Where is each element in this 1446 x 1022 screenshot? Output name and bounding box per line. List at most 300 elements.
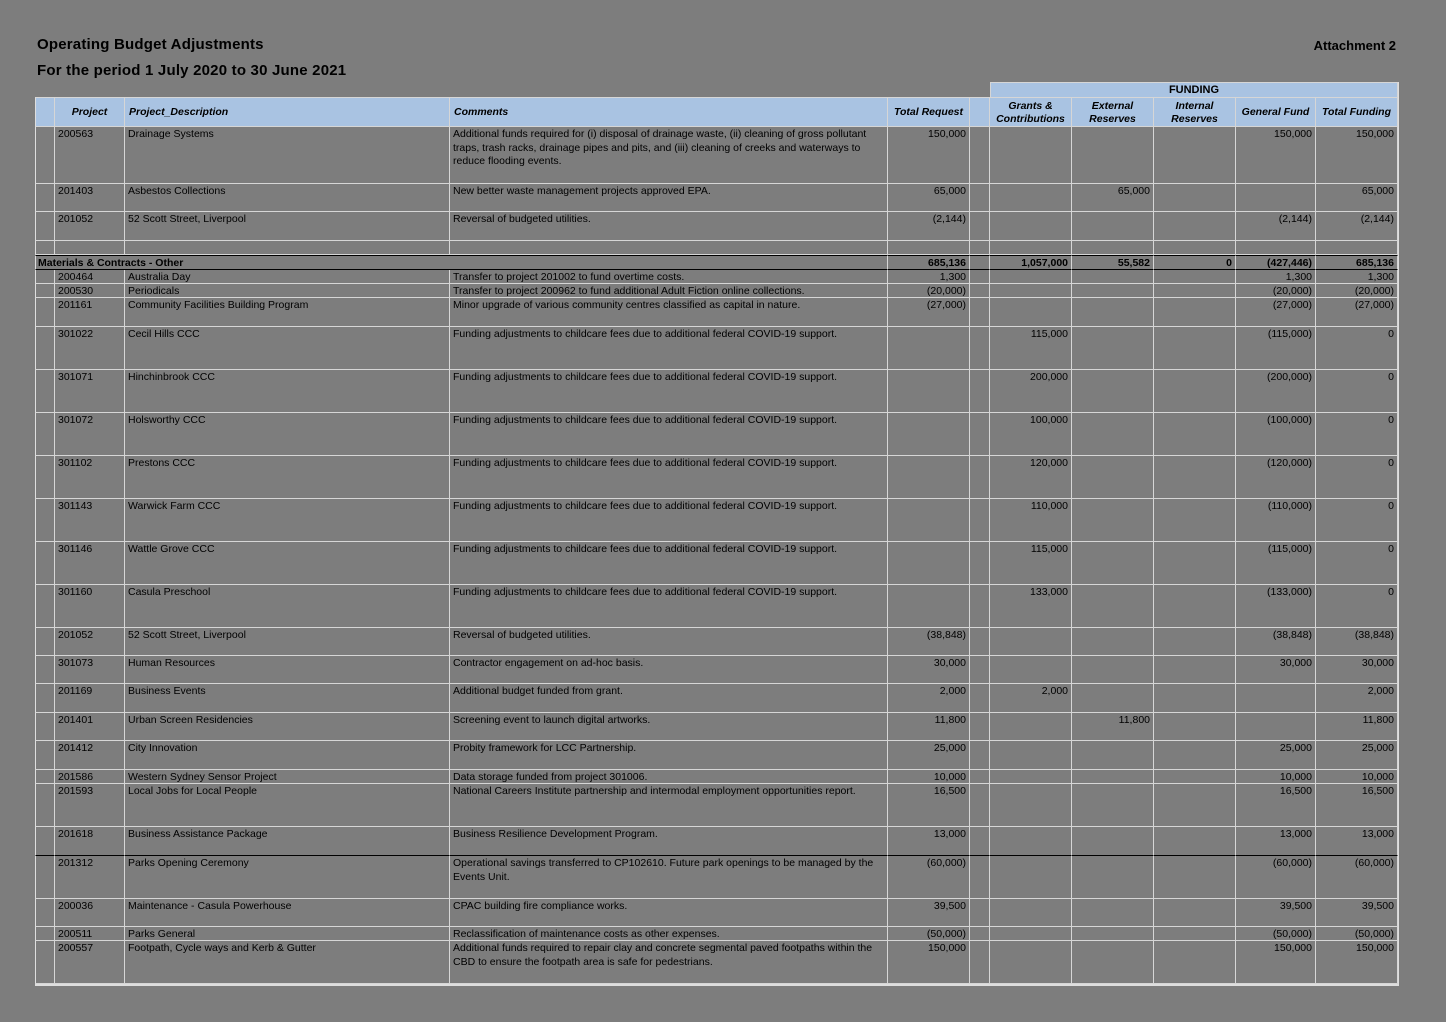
- description-cell: Holsworthy CCC: [125, 413, 450, 456]
- table-row: [35, 713, 1398, 741]
- row-spacer-cell: [35, 827, 55, 856]
- grants-cell: [990, 713, 1072, 741]
- total-request-cell: (38,848): [888, 628, 970, 656]
- grants-cell: 1,057,000: [990, 255, 1072, 270]
- project-cell: 201052: [55, 212, 125, 241]
- spacer-cell: [970, 327, 990, 370]
- spacer-cell: [970, 212, 990, 241]
- general-fund-cell: 10,000: [1236, 770, 1316, 784]
- grants-cell: [990, 927, 1072, 941]
- comments-cell: Funding adjustments to childcare fees due to additional federal COVID-19 support.: [450, 499, 888, 542]
- table-row: [35, 941, 1398, 984]
- external-reserves-cell: [1072, 127, 1154, 184]
- external-reserves-cell: 11,800: [1072, 713, 1154, 741]
- comments-cell: Probity framework for LCC Partnership.: [450, 741, 888, 770]
- spacer-cell: [970, 770, 990, 784]
- blank-cell: [125, 241, 450, 255]
- grants-cell: [990, 284, 1072, 298]
- spacer-cell: [970, 684, 990, 713]
- internal-reserves-cell: [1154, 370, 1236, 413]
- total-funding-cell: 16,500: [1316, 784, 1398, 827]
- row-spacer-cell: [35, 127, 55, 184]
- spacer-cell: [970, 856, 990, 899]
- total-request-cell: 39,500: [888, 899, 970, 927]
- description-cell: Australia Day: [125, 270, 450, 284]
- spacer-cell: [970, 499, 990, 542]
- internal-reserves-cell: [1154, 899, 1236, 927]
- total-funding-cell: (38,848): [1316, 628, 1398, 656]
- external-reserves-cell: [1072, 784, 1154, 827]
- spacer-cell: [970, 370, 990, 413]
- external-reserves-cell: 65,000: [1072, 184, 1154, 212]
- blank-row: [35, 241, 1398, 255]
- total-funding-cell: 30,000: [1316, 656, 1398, 684]
- internal-reserves-cell: [1154, 927, 1236, 941]
- description-cell: Drainage Systems: [125, 127, 450, 184]
- project-cell: 301146: [55, 542, 125, 585]
- spacer-cell: [970, 585, 990, 628]
- project-cell: 301022: [55, 327, 125, 370]
- row-spacer-cell: [35, 499, 55, 542]
- total-request-cell: (27,000): [888, 298, 970, 327]
- comments-cell: Reversal of budgeted utilities.: [450, 212, 888, 241]
- general-fund-cell: 1,300: [1236, 270, 1316, 284]
- description-cell: Footpath, Cycle ways and Kerb & Gutter: [125, 941, 450, 984]
- project-cell: 201312: [55, 856, 125, 899]
- row-spacer-cell: [35, 927, 55, 941]
- project-cell: 301143: [55, 499, 125, 542]
- table-row: [35, 413, 1398, 456]
- total-funding-cell: 0: [1316, 499, 1398, 542]
- description-cell: Casula Preschool: [125, 585, 450, 628]
- description-cell: Human Resources: [125, 656, 450, 684]
- internal-reserves-cell: [1154, 741, 1236, 770]
- total-funding-cell: 25,000: [1316, 741, 1398, 770]
- total-funding-cell: (60,000): [1316, 856, 1398, 899]
- table-row: [35, 827, 1398, 856]
- comments-cell: CPAC building fire compliance works.: [450, 899, 888, 927]
- comments-cell: Funding adjustments to childcare fees due to additional federal COVID-19 support.: [450, 456, 888, 499]
- general-fund-cell: (50,000): [1236, 927, 1316, 941]
- comments-cell: Additional funds required for (i) disposal of drainage waste, (ii) cleaning of gross pollutant traps, trash racks, drainage pipes and pits, and (iii) cleaning of creeks and waterways to reduce flooding events.: [450, 127, 888, 184]
- spacer-cell: [970, 741, 990, 770]
- total-request-cell: 150,000: [888, 941, 970, 984]
- description-cell: Business Events: [125, 684, 450, 713]
- total-request-cell: 25,000: [888, 741, 970, 770]
- table-row: [35, 927, 1398, 941]
- spacer-cell: [970, 656, 990, 684]
- grants-cell: [990, 127, 1072, 184]
- project-cell: 301072: [55, 413, 125, 456]
- internal-reserves-cell: [1154, 827, 1236, 856]
- internal-reserves-cell: [1154, 585, 1236, 628]
- project-cell: 201403: [55, 184, 125, 212]
- general-fund-cell: (60,000): [1236, 856, 1316, 899]
- row-spacer-cell: [35, 941, 55, 984]
- general-fund-cell: 13,000: [1236, 827, 1316, 856]
- general-fund-cell: (27,000): [1236, 298, 1316, 327]
- project-cell: 201169: [55, 684, 125, 713]
- total-request-cell: (60,000): [888, 856, 970, 899]
- total-request-cell: (50,000): [888, 927, 970, 941]
- comments-cell: Funding adjustments to childcare fees due to additional federal COVID-19 support.: [450, 585, 888, 628]
- comments-cell: Data storage funded from project 301006.: [450, 770, 888, 784]
- row-spacer-cell: [35, 585, 55, 628]
- comments-cell: Additional funds required to repair clay and concrete segmental paved footpaths within the CBD to ensure the footpath area is safe for pedestrians.: [450, 941, 888, 984]
- header-total-funding: Total Funding: [1316, 97, 1398, 127]
- row-spacer-cell: [35, 770, 55, 784]
- project-cell: 200036: [55, 899, 125, 927]
- comments-cell: Contractor engagement on ad-hoc basis.: [450, 656, 888, 684]
- row-spacer-cell: [35, 784, 55, 827]
- internal-reserves-cell: [1154, 499, 1236, 542]
- internal-reserves-cell: [1154, 298, 1236, 327]
- description-cell: Parks General: [125, 927, 450, 941]
- description-cell: Asbestos Collections: [125, 184, 450, 212]
- header-comments: Comments: [450, 97, 888, 127]
- grants-cell: 100,000: [990, 413, 1072, 456]
- table-row: [35, 770, 1398, 784]
- description-cell: 52 Scott Street, Liverpool: [125, 628, 450, 656]
- total-funding-cell: 1,300: [1316, 270, 1398, 284]
- grants-cell: 2,000: [990, 684, 1072, 713]
- blank-cell: [55, 241, 125, 255]
- internal-reserves-cell: [1154, 628, 1236, 656]
- description-cell: Hinchinbrook CCC: [125, 370, 450, 413]
- description-cell: Maintenance - Casula Powerhouse: [125, 899, 450, 927]
- internal-reserves-cell: [1154, 413, 1236, 456]
- internal-reserves-cell: [1154, 656, 1236, 684]
- description-cell: Prestons CCC: [125, 456, 450, 499]
- general-fund-cell: 150,000: [1236, 941, 1316, 984]
- total-request-cell: [888, 413, 970, 456]
- comments-cell: New better waste management projects approved EPA.: [450, 184, 888, 212]
- spacer-cell: [970, 927, 990, 941]
- table-row: [35, 656, 1398, 684]
- comments-cell: Operational savings transferred to CP102610. Future park openings to be managed by the Events Unit.: [450, 856, 888, 899]
- row-spacer-cell: [35, 713, 55, 741]
- spacer-cell: [970, 542, 990, 585]
- internal-reserves-cell: [1154, 270, 1236, 284]
- external-reserves-cell: [1072, 628, 1154, 656]
- grants-cell: [990, 741, 1072, 770]
- table-row: [35, 741, 1398, 770]
- blank-cell: [1316, 241, 1398, 255]
- external-reserves-cell: [1072, 941, 1154, 984]
- grants-cell: [990, 899, 1072, 927]
- description-cell: 52 Scott Street, Liverpool: [125, 212, 450, 241]
- project-cell: 200530: [55, 284, 125, 298]
- project-cell: 201161: [55, 298, 125, 327]
- total-funding-cell: 150,000: [1316, 127, 1398, 184]
- funding-band-spacer: [35, 82, 990, 97]
- description-cell: Community Facilities Building Program: [125, 298, 450, 327]
- total-funding-cell: (27,000): [1316, 298, 1398, 327]
- description-cell: Parks Opening Ceremony: [125, 856, 450, 899]
- external-reserves-cell: [1072, 298, 1154, 327]
- header-general-fund: General Fund: [1236, 97, 1316, 127]
- total-funding-cell: (2,144): [1316, 212, 1398, 241]
- table-bottom-border: [35, 984, 1398, 986]
- description-cell: Local Jobs for Local People: [125, 784, 450, 827]
- total-request-cell: 30,000: [888, 656, 970, 684]
- comments-cell: Funding adjustments to childcare fees due to additional federal COVID-19 support.: [450, 370, 888, 413]
- total-funding-cell: 0: [1316, 413, 1398, 456]
- spacer-cell: [970, 713, 990, 741]
- row-spacer-cell: [35, 298, 55, 327]
- row-spacer-cell: [35, 542, 55, 585]
- comments-cell: Funding adjustments to childcare fees due to additional federal COVID-19 support.: [450, 542, 888, 585]
- spacer-cell: [970, 184, 990, 212]
- table-row: [35, 127, 1398, 184]
- comments-cell: Minor upgrade of various community centres classified as capital in nature.: [450, 298, 888, 327]
- blank-cell: [35, 241, 55, 255]
- total-request-cell: (2,144): [888, 212, 970, 241]
- spacer-cell: [970, 827, 990, 856]
- comments-cell: Reversal of budgeted utilities.: [450, 628, 888, 656]
- internal-reserves-cell: [1154, 212, 1236, 241]
- row-spacer-cell: [35, 899, 55, 927]
- blank-cell: [450, 241, 888, 255]
- general-fund-cell: (200,000): [1236, 370, 1316, 413]
- internal-reserves-cell: [1154, 127, 1236, 184]
- page-subtitle: For the period 1 July 2020 to 30 June 2021: [37, 62, 347, 79]
- internal-reserves-cell: [1154, 684, 1236, 713]
- external-reserves-cell: [1072, 827, 1154, 856]
- description-cell: Business Assistance Package: [125, 827, 450, 856]
- project-cell: 201586: [55, 770, 125, 784]
- general-fund-cell: (2,144): [1236, 212, 1316, 241]
- general-fund-cell: [1236, 713, 1316, 741]
- header-spacer-mid: [970, 97, 990, 127]
- external-reserves-cell: [1072, 585, 1154, 628]
- comments-cell: Screening event to launch digital artworks.: [450, 713, 888, 741]
- general-fund-cell: 16,500: [1236, 784, 1316, 827]
- spacer-cell: [970, 127, 990, 184]
- table-row: [35, 370, 1398, 413]
- project-cell: 301102: [55, 456, 125, 499]
- total-request-cell: [888, 456, 970, 499]
- total-funding-cell: 685,136: [1316, 255, 1398, 270]
- table-row: [35, 499, 1398, 542]
- attachment-label: Attachment 2: [1313, 38, 1396, 53]
- section-label-cell: Materials & Contracts - Other: [35, 255, 888, 270]
- general-fund-cell: 25,000: [1236, 741, 1316, 770]
- project-cell: 201618: [55, 827, 125, 856]
- description-cell: Periodicals: [125, 284, 450, 298]
- general-fund-cell: 39,500: [1236, 899, 1316, 927]
- total-request-cell: 16,500: [888, 784, 970, 827]
- grants-cell: 115,000: [990, 542, 1072, 585]
- external-reserves-cell: 55,582: [1072, 255, 1154, 270]
- total-funding-cell: 0: [1316, 370, 1398, 413]
- description-cell: Wattle Grove CCC: [125, 542, 450, 585]
- total-request-cell: 11,800: [888, 713, 970, 741]
- total-funding-cell: 10,000: [1316, 770, 1398, 784]
- comments-cell: Transfer to project 200962 to fund additional Adult Fiction online collections.: [450, 284, 888, 298]
- row-spacer-cell: [35, 370, 55, 413]
- total-funding-cell: 2,000: [1316, 684, 1398, 713]
- row-spacer-cell: [35, 456, 55, 499]
- blank-cell: [1154, 241, 1236, 255]
- external-reserves-cell: [1072, 927, 1154, 941]
- external-reserves-cell: [1072, 456, 1154, 499]
- grants-cell: [990, 628, 1072, 656]
- spacer-cell: [970, 784, 990, 827]
- general-fund-cell: (115,000): [1236, 327, 1316, 370]
- total-request-cell: 150,000: [888, 127, 970, 184]
- table-row: [35, 270, 1398, 284]
- spacer-cell: [970, 413, 990, 456]
- table-row: [35, 542, 1398, 585]
- table-row: [35, 856, 1398, 899]
- project-cell: 201052: [55, 628, 125, 656]
- table-row: [35, 899, 1398, 927]
- header-project: Project: [55, 97, 125, 127]
- blank-cell: [990, 241, 1072, 255]
- budget-table: [35, 82, 1399, 986]
- grants-cell: [990, 298, 1072, 327]
- comments-cell: Funding adjustments to childcare fees due to additional federal COVID-19 support.: [450, 327, 888, 370]
- external-reserves-cell: [1072, 370, 1154, 413]
- spacer-cell: [970, 298, 990, 327]
- external-reserves-cell: [1072, 899, 1154, 927]
- internal-reserves-cell: [1154, 713, 1236, 741]
- row-spacer-cell: [35, 656, 55, 684]
- external-reserves-cell: [1072, 741, 1154, 770]
- total-funding-cell: 0: [1316, 542, 1398, 585]
- spacer-cell: [970, 456, 990, 499]
- project-cell: 301073: [55, 656, 125, 684]
- project-cell: 301071: [55, 370, 125, 413]
- row-spacer-cell: [35, 741, 55, 770]
- project-cell: 200557: [55, 941, 125, 984]
- total-request-cell: (20,000): [888, 284, 970, 298]
- internal-reserves-cell: [1154, 770, 1236, 784]
- spacer-cell: [970, 628, 990, 656]
- row-spacer-cell: [35, 413, 55, 456]
- blank-cell: [1236, 241, 1316, 255]
- header-description: Project_Description: [125, 97, 450, 127]
- header-internal-reserves: Internal Reserves: [1154, 97, 1236, 127]
- description-cell: City Innovation: [125, 741, 450, 770]
- comments-cell: Reclassification of maintenance costs as other expenses.: [450, 927, 888, 941]
- project-cell: 301160: [55, 585, 125, 628]
- total-funding-cell: 150,000: [1316, 941, 1398, 984]
- total-request-cell: [888, 370, 970, 413]
- comments-cell: Additional budget funded from grant.: [450, 684, 888, 713]
- page-title: Operating Budget Adjustments: [37, 36, 264, 53]
- external-reserves-cell: [1072, 327, 1154, 370]
- section-total-row: [35, 255, 1398, 270]
- internal-reserves-cell: [1154, 327, 1236, 370]
- external-reserves-cell: [1072, 770, 1154, 784]
- external-reserves-cell: [1072, 284, 1154, 298]
- general-fund-cell: (120,000): [1236, 456, 1316, 499]
- general-fund-cell: 150,000: [1236, 127, 1316, 184]
- funding-band-label: FUNDING: [990, 82, 1398, 97]
- internal-reserves-cell: [1154, 542, 1236, 585]
- external-reserves-cell: [1072, 684, 1154, 713]
- internal-reserves-cell: [1154, 784, 1236, 827]
- grants-cell: [990, 184, 1072, 212]
- grants-cell: [990, 827, 1072, 856]
- row-spacer-cell: [35, 184, 55, 212]
- blank-cell: [888, 241, 970, 255]
- general-fund-cell: 30,000: [1236, 656, 1316, 684]
- grants-cell: [990, 656, 1072, 684]
- internal-reserves-cell: [1154, 856, 1236, 899]
- grants-cell: 115,000: [990, 327, 1072, 370]
- comments-cell: National Careers Institute partnership and intermodal employment opportunities report.: [450, 784, 888, 827]
- total-funding-cell: 0: [1316, 585, 1398, 628]
- blank-cell: [970, 241, 990, 255]
- table-row: [35, 184, 1398, 212]
- total-request-cell: [888, 499, 970, 542]
- grants-cell: 120,000: [990, 456, 1072, 499]
- project-cell: 200563: [55, 127, 125, 184]
- blank-cell: [1072, 241, 1154, 255]
- row-spacer-cell: [35, 684, 55, 713]
- comments-cell: Business Resilience Development Program.: [450, 827, 888, 856]
- comments-cell: Funding adjustments to childcare fees due to additional federal COVID-19 support.: [450, 413, 888, 456]
- description-cell: Urban Screen Residencies: [125, 713, 450, 741]
- total-request-cell: 10,000: [888, 770, 970, 784]
- external-reserves-cell: [1072, 542, 1154, 585]
- table-header-row: [35, 97, 1398, 127]
- general-fund-cell: [1236, 184, 1316, 212]
- external-reserves-cell: [1072, 413, 1154, 456]
- total-request-cell: [888, 585, 970, 628]
- general-fund-cell: (427,446): [1236, 255, 1316, 270]
- general-fund-cell: (38,848): [1236, 628, 1316, 656]
- funding-band-row: [35, 82, 1398, 97]
- project-cell: 200511: [55, 927, 125, 941]
- table-row: [35, 298, 1398, 327]
- spacer-cell: [970, 899, 990, 927]
- internal-reserves-cell: [1154, 284, 1236, 298]
- header-grants: Grants & Contributions: [990, 97, 1072, 127]
- table-row: [35, 456, 1398, 499]
- grants-cell: [990, 770, 1072, 784]
- total-funding-cell: 0: [1316, 327, 1398, 370]
- row-spacer-cell: [35, 628, 55, 656]
- row-spacer-cell: [35, 284, 55, 298]
- external-reserves-cell: [1072, 856, 1154, 899]
- header-total-request: Total Request: [888, 97, 970, 127]
- total-funding-cell: (50,000): [1316, 927, 1398, 941]
- project-cell: 201593: [55, 784, 125, 827]
- description-cell: Cecil Hills CCC: [125, 327, 450, 370]
- description-cell: Western Sydney Sensor Project: [125, 770, 450, 784]
- spacer-cell: [970, 941, 990, 984]
- general-fund-cell: (20,000): [1236, 284, 1316, 298]
- row-spacer-cell: [35, 270, 55, 284]
- general-fund-cell: (133,000): [1236, 585, 1316, 628]
- project-cell: 201412: [55, 741, 125, 770]
- table-row: [35, 327, 1398, 370]
- description-cell: Warwick Farm CCC: [125, 499, 450, 542]
- grants-cell: [990, 270, 1072, 284]
- grants-cell: 200,000: [990, 370, 1072, 413]
- total-funding-cell: (20,000): [1316, 284, 1398, 298]
- table-body: [35, 127, 1398, 984]
- row-spacer-cell: [35, 327, 55, 370]
- total-request-cell: 685,136: [888, 255, 970, 270]
- row-spacer-cell: [35, 212, 55, 241]
- total-funding-cell: 39,500: [1316, 899, 1398, 927]
- row-spacer-cell: [35, 856, 55, 899]
